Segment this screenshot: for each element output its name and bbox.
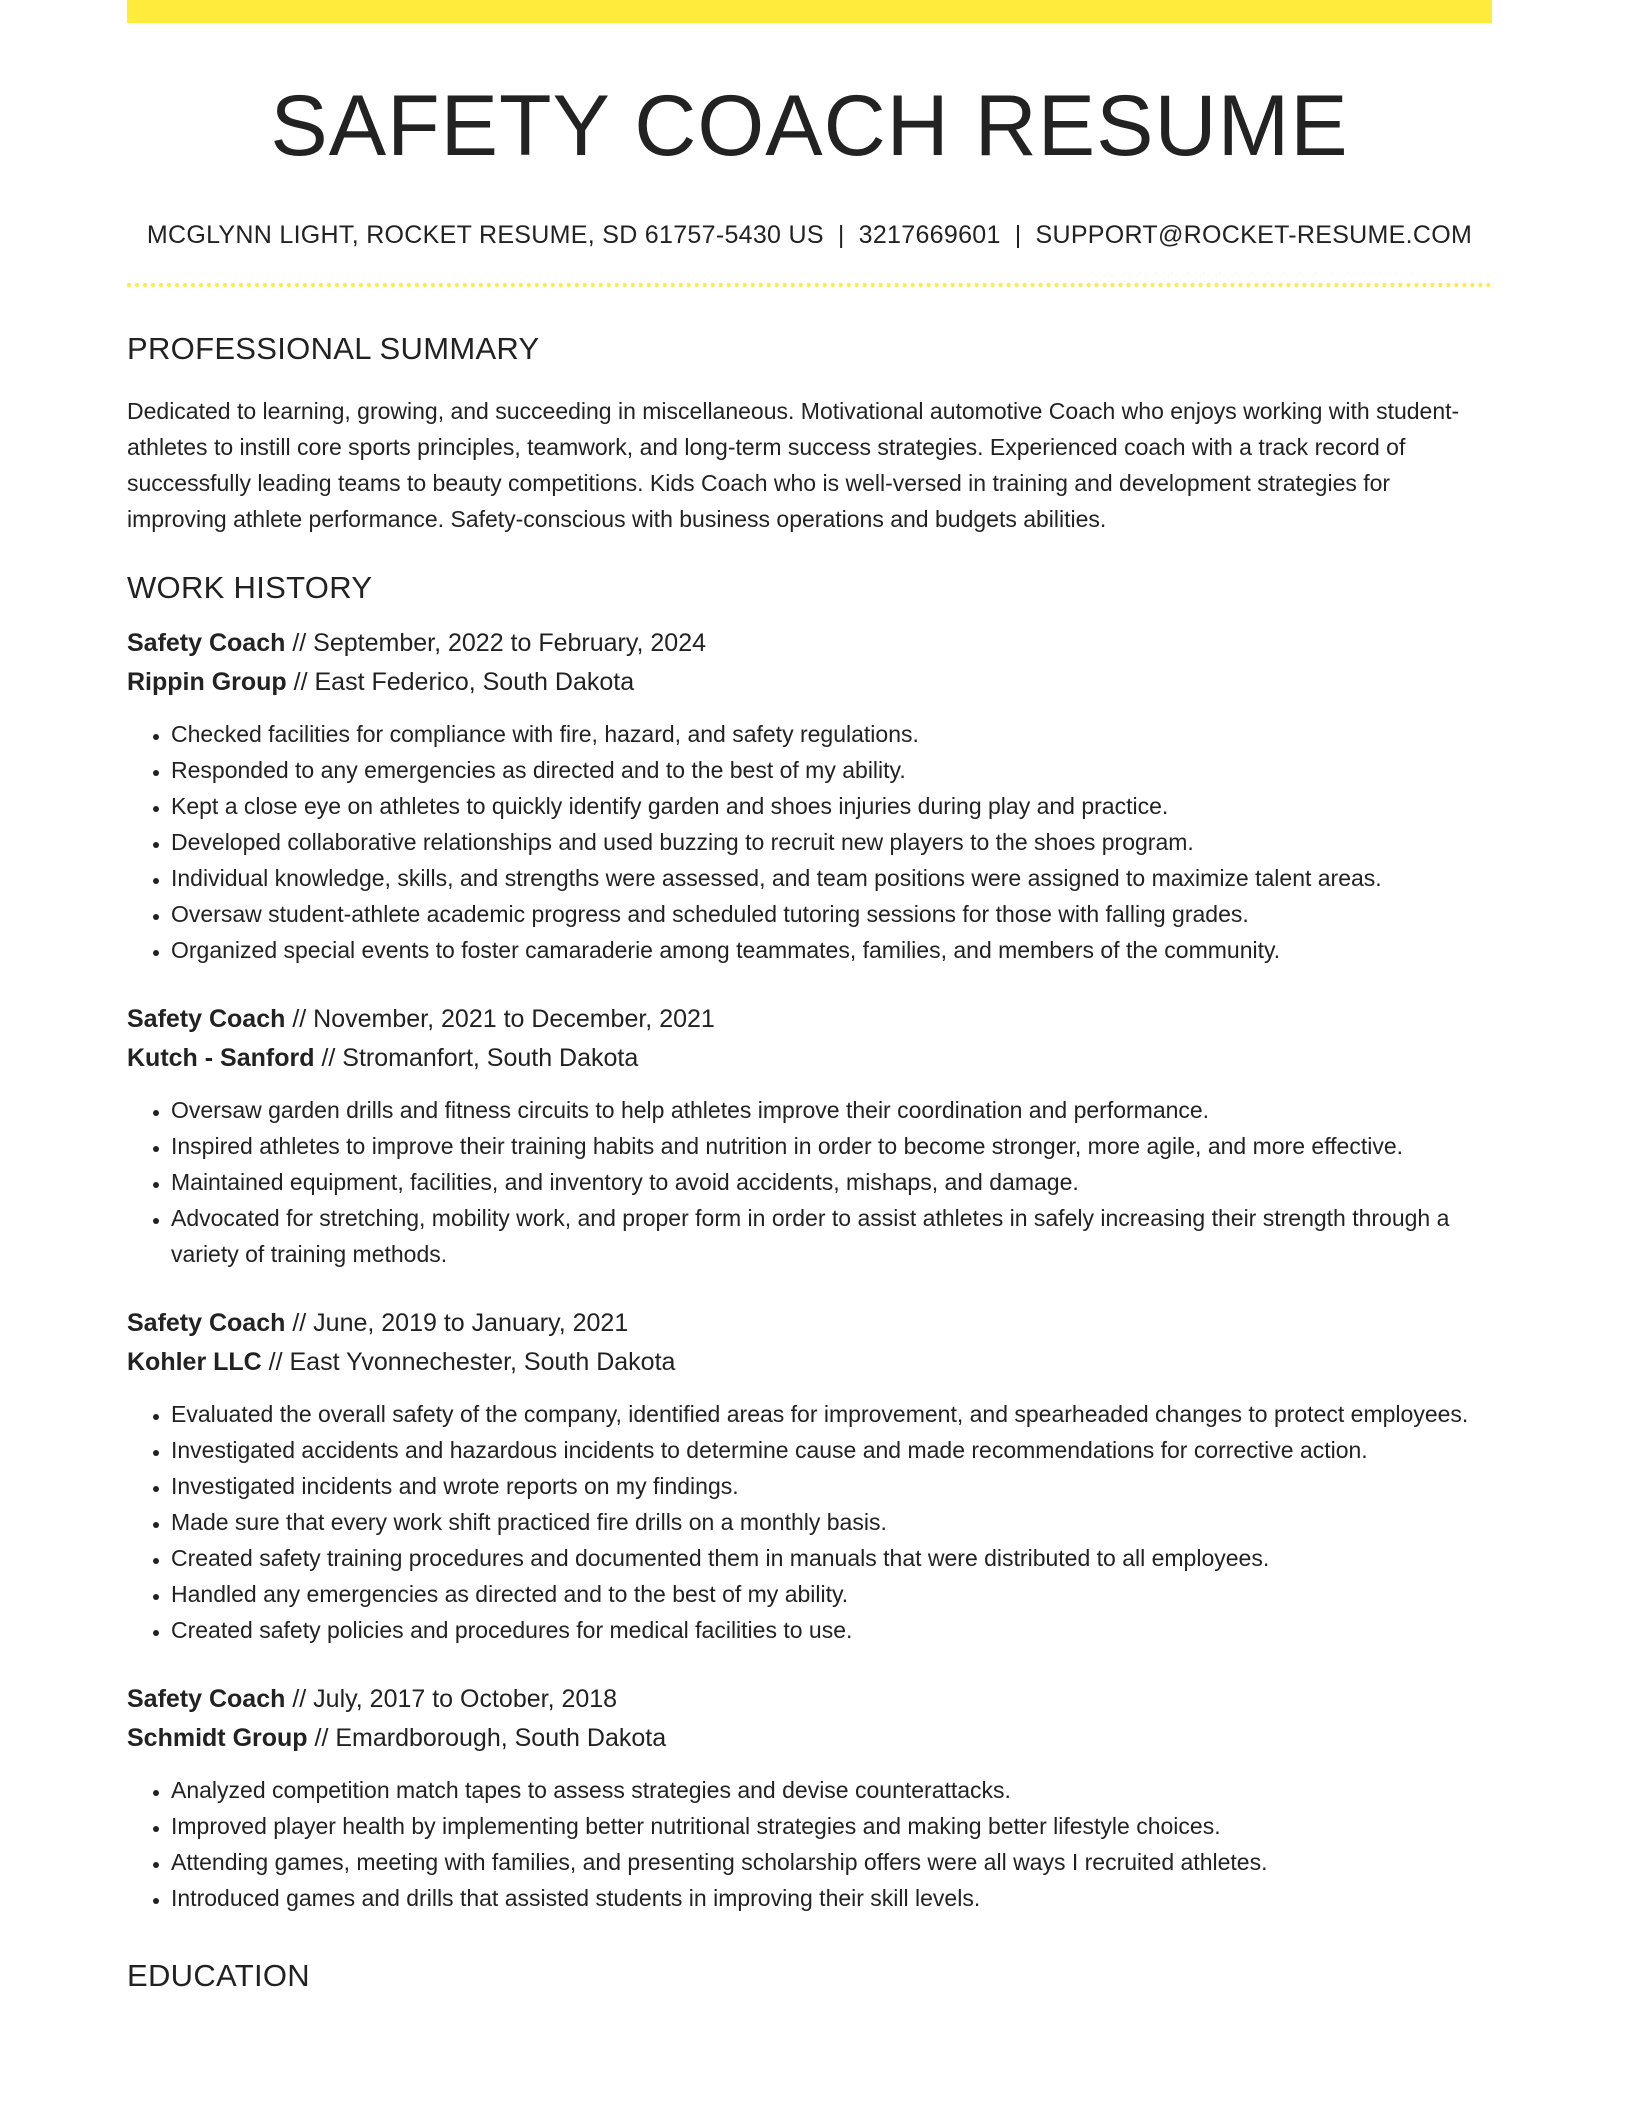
job-title-line bbox=[127, 1000, 1492, 1039]
accent-top-bar bbox=[127, 0, 1492, 23]
job-location: // East Yvonnechester, South Dakota bbox=[261, 1348, 676, 1377]
job-duty-item: • Handled any emergencies as directed and to the best of my ability. bbox=[171, 1576, 1492, 1612]
job-title: Safety Coach bbox=[127, 1309, 286, 1338]
job-duty-item: • Kept a close eye on athletes to quickly identify garden and shoes injuries during play and practice. bbox=[171, 788, 1492, 824]
job-duty-item: • Oversaw student-athlete academic progress and scheduled tutoring sessions for those with falling grades. bbox=[171, 896, 1492, 932]
job-entry bbox=[127, 1680, 1492, 1916]
work-history-heading: WORK HISTORY bbox=[127, 570, 373, 606]
job-company: Rippin Group bbox=[127, 668, 287, 697]
job-company: Schmidt Group bbox=[127, 1724, 308, 1753]
job-duty-item: • Attending games, meeting with families, and presenting scholarship offers were all ways I recruited athletes. bbox=[171, 1844, 1492, 1880]
job-company-line bbox=[127, 1719, 1492, 1758]
job-duty-item: • Created safety policies and procedures for medical facilities to use. bbox=[171, 1612, 1492, 1648]
job-dates: // July, 2017 to October, 2018 bbox=[285, 1685, 618, 1714]
job-duty-item: • Developed collaborative relationships and used buzzing to recruit new players to the shoes program. bbox=[171, 824, 1492, 860]
job-location: // Stromanfort, South Dakota bbox=[314, 1044, 639, 1073]
job-duty-item: • Responded to any emergencies as directed and to the best of my ability. bbox=[171, 752, 1492, 788]
job-duties-list bbox=[127, 1396, 1492, 1648]
job-duties-list bbox=[127, 716, 1492, 968]
contact-line bbox=[127, 221, 1492, 250]
job-duty-item: • Analyzed competition match tapes to assess strategies and devise counterattacks. bbox=[171, 1772, 1492, 1808]
contact-email: SUPPORT@ROCKET-RESUME.COM bbox=[1035, 221, 1473, 250]
job-duty-item: • Investigated accidents and hazardous incidents to determine cause and made recommendations for corrective action. bbox=[171, 1432, 1492, 1468]
job-duty-item: • Checked facilities for compliance with fire, hazard, and safety regulations. bbox=[171, 716, 1492, 752]
job-company-line bbox=[127, 1039, 1492, 1078]
job-company-line bbox=[127, 663, 1492, 702]
job-duty-item: • Created safety training procedures and documented them in manuals that were distributed to all employees. bbox=[171, 1540, 1492, 1576]
job-duty-item: • Oversaw garden drills and fitness circuits to help athletes improve their coordination and performance. bbox=[171, 1092, 1492, 1128]
job-title-line bbox=[127, 1304, 1492, 1343]
job-title-line bbox=[127, 1680, 1492, 1719]
job-location: // East Federico, South Dakota bbox=[286, 668, 635, 697]
job-duty-item: • Advocated for stretching, mobility work, and proper form in order to assist athletes in safely increasing their strength through a variety of training methods. bbox=[171, 1200, 1492, 1272]
contact-separator: | bbox=[837, 221, 845, 250]
job-entry bbox=[127, 624, 1492, 968]
job-duty-item: • Evaluated the overall safety of the company, identified areas for improvement, and spearheaded changes to protect employees. bbox=[171, 1396, 1492, 1432]
job-company: Kohler LLC bbox=[127, 1348, 262, 1377]
summary-heading: PROFESSIONAL SUMMARY bbox=[127, 331, 540, 367]
job-dates: // September, 2022 to February, 2024 bbox=[285, 629, 707, 658]
job-company: Kutch - Sanford bbox=[127, 1044, 315, 1073]
job-title: Safety Coach bbox=[127, 629, 286, 658]
job-dates: // November, 2021 to December, 2021 bbox=[285, 1005, 715, 1034]
job-duty-item: • Introduced games and drills that assisted students in improving their skill levels. bbox=[171, 1880, 1492, 1916]
job-location: // Emardborough, South Dakota bbox=[307, 1724, 667, 1753]
contact-address: MCGLYNN LIGHT, ROCKET RESUME, SD 61757-5430 US bbox=[146, 221, 824, 250]
job-duty-item: • Investigated incidents and wrote reports on my findings. bbox=[171, 1468, 1492, 1504]
job-title-line bbox=[127, 624, 1492, 663]
job-duty-item: • Maintained equipment, facilities, and inventory to avoid accidents, mishaps, and damage. bbox=[171, 1164, 1492, 1200]
job-duty-item: • Individual knowledge, skills, and strengths were assessed, and team positions were assigned to maximize talent areas. bbox=[171, 860, 1492, 896]
job-duty-item: • Inspired athletes to improve their training habits and nutrition in order to become stronger, more agile, and more effective. bbox=[171, 1128, 1492, 1164]
job-entry bbox=[127, 1000, 1492, 1272]
job-duties-list bbox=[127, 1092, 1492, 1272]
contact-separator: | bbox=[1014, 221, 1022, 250]
job-duty-item: • Organized special events to foster camaraderie among teammates, families, and members of the community. bbox=[171, 932, 1492, 968]
job-title: Safety Coach bbox=[127, 1685, 286, 1714]
resume-page bbox=[127, 0, 1492, 1994]
education-heading: EDUCATION bbox=[127, 1958, 310, 1994]
work-history-list bbox=[127, 624, 1492, 1916]
job-entry bbox=[127, 1304, 1492, 1648]
job-duty-item: • Improved player health by implementing better nutritional strategies and making better lifestyle choices. bbox=[171, 1808, 1492, 1844]
job-company-line bbox=[127, 1343, 1492, 1382]
job-duties-list bbox=[127, 1772, 1492, 1916]
contact-phone: 3217669601 bbox=[858, 221, 1001, 250]
job-title: Safety Coach bbox=[127, 1005, 286, 1034]
job-dates: // June, 2019 to January, 2021 bbox=[285, 1309, 629, 1338]
dotted-divider bbox=[127, 283, 1492, 287]
resume-title: SAFETY COACH RESUME bbox=[270, 78, 1349, 174]
summary-text: Dedicated to learning, growing, and succeeding in miscellaneous. Motivational automotive Coach who enjoys working with student-athletes to instill core sports principles, teamwork, and long-term success strategies. Experienced coach with a track record of successfully leading teams to beauty competitions. Kids Coach who is well-versed in training and development strategies for improving athlete performance. Safety-conscious with business operations and budgets abilities. bbox=[127, 398, 1460, 533]
job-duty-item: • Made sure that every work shift practiced fire drills on a monthly basis. bbox=[171, 1504, 1492, 1540]
